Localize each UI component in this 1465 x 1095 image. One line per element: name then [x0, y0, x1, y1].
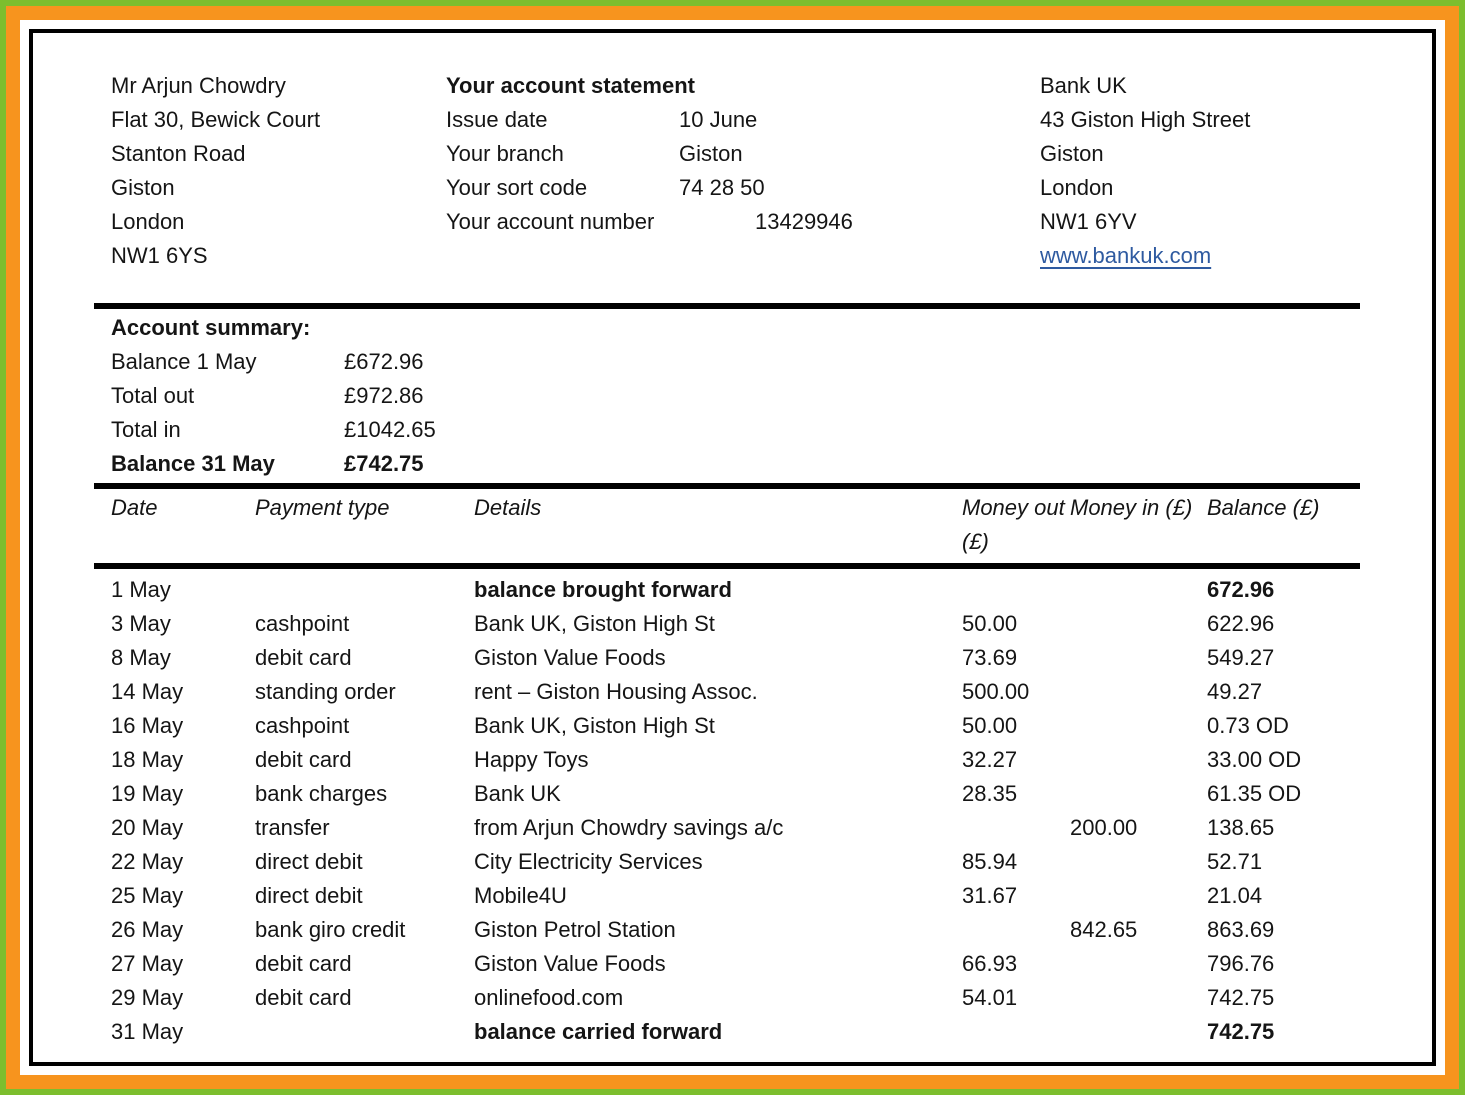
transaction-balance: 622.96	[1207, 611, 1275, 636]
transaction-details: from Arjun Chowdry savings a/c	[474, 815, 784, 840]
transaction-money-out: 85.94	[962, 849, 1018, 874]
account-summary-rows	[111, 345, 1360, 481]
transaction-date: 16 May	[111, 713, 184, 738]
bank-address-line: 43 Giston High Street	[1040, 107, 1251, 132]
transaction-balance: 52.71	[1207, 849, 1263, 874]
transaction-payment-type: debit card	[255, 747, 352, 772]
transaction-money-in: 842.65	[1070, 917, 1138, 942]
transaction-money-in: 200.00	[1070, 815, 1138, 840]
transaction-date: 20 May	[111, 815, 184, 840]
transaction-money-in	[1070, 879, 1207, 913]
transaction-money-out	[962, 1015, 1070, 1049]
transaction-date: 26 May	[111, 917, 184, 942]
transaction-money-in	[1070, 845, 1207, 879]
transaction-row	[94, 811, 1360, 845]
transaction-money-out: 500.00	[962, 679, 1030, 704]
bank-address-line: London	[1040, 175, 1114, 200]
transaction-money-out: 50.00	[962, 713, 1018, 738]
transaction-row	[94, 641, 1360, 675]
account-summary-row	[111, 379, 1360, 413]
transaction-balance: 742.75	[1207, 1019, 1275, 1044]
statement-info	[446, 69, 1040, 273]
transaction-date: 8 May	[111, 645, 171, 670]
transaction-money-out	[962, 913, 1070, 947]
transaction-date: 14 May	[111, 679, 184, 704]
transaction-money-in	[1070, 675, 1207, 709]
transaction-payment-type	[255, 1015, 474, 1049]
transaction-details: onlinefood.com	[474, 985, 624, 1010]
transaction-money-in	[1070, 573, 1207, 607]
statement-info-label: Your sort code	[446, 175, 588, 200]
transaction-details: balance carried forward	[474, 1019, 723, 1044]
statement-document	[29, 29, 1436, 1066]
transaction-balance: 742.75	[1207, 985, 1275, 1010]
transaction-row	[94, 981, 1360, 1015]
account-summary-label: Balance 1 May	[111, 349, 257, 374]
transaction-row	[94, 845, 1360, 879]
statement-info-value: 10 June	[679, 107, 758, 132]
transaction-details: Giston Value Foods	[474, 951, 666, 976]
customer-address-line: Giston	[111, 175, 175, 200]
transaction-balance: 33.00 OD	[1207, 747, 1302, 772]
transaction-row	[94, 573, 1360, 607]
transaction-payment-type: transfer	[255, 815, 330, 840]
bank-website-link[interactable]: www.bankuk.com	[1040, 243, 1212, 268]
transactions-header-cell: Money out (£)	[962, 495, 1065, 554]
transactions-header-cell: Date	[111, 495, 158, 520]
transaction-row	[94, 947, 1360, 981]
transaction-payment-type: debit card	[255, 985, 352, 1010]
transaction-date: 22 May	[111, 849, 184, 874]
transaction-payment-type: direct debit	[255, 849, 363, 874]
transaction-details: balance brought forward	[474, 577, 732, 602]
transaction-payment-type	[255, 573, 474, 607]
statement-info-row	[446, 171, 1040, 205]
transaction-row	[94, 675, 1360, 709]
transaction-money-out: 31.67	[962, 883, 1018, 908]
transaction-money-in	[1070, 641, 1207, 675]
transactions-header-cell: Balance (£)	[1207, 495, 1320, 520]
transaction-money-in	[1070, 709, 1207, 743]
transaction-money-in	[1070, 981, 1207, 1015]
transaction-details: Giston Petrol Station	[474, 917, 676, 942]
transactions-table-body	[94, 569, 1360, 1049]
transaction-money-in	[1070, 947, 1207, 981]
transactions-table-header	[94, 489, 1360, 569]
account-summary-value: £972.86	[344, 383, 424, 408]
statement-info-value: 13429946	[755, 209, 853, 234]
transaction-row	[94, 1015, 1360, 1049]
transaction-date: 3 May	[111, 611, 171, 636]
transaction-balance: 549.27	[1207, 645, 1275, 670]
statement-info-row	[446, 103, 1040, 137]
transaction-payment-type: bank charges	[255, 781, 388, 806]
account-summary-value: £742.75	[344, 451, 424, 476]
customer-address-line: London	[111, 209, 185, 234]
transaction-details: Bank UK, Giston High St	[474, 713, 715, 738]
transaction-payment-type: debit card	[255, 645, 352, 670]
transaction-balance: 138.65	[1207, 815, 1275, 840]
statement-body	[94, 303, 1360, 1049]
account-summary-value: £672.96	[344, 349, 424, 374]
transaction-date: 27 May	[111, 951, 184, 976]
transaction-payment-type: bank giro credit	[255, 917, 406, 942]
statement-info-value: 74 28 50	[679, 175, 765, 200]
account-summary-row	[111, 447, 1360, 481]
account-summary-label: Balance 31 May	[111, 451, 275, 476]
transaction-payment-type: debit card	[255, 951, 352, 976]
customer-address-line: Flat 30, Bewick Court	[111, 107, 321, 132]
bank-address	[1040, 69, 1432, 273]
customer-address-line: Stanton Road	[111, 141, 246, 166]
transactions-header-cell: Details	[474, 495, 542, 520]
transaction-balance: 796.76	[1207, 951, 1275, 976]
bank-address-line: Bank UK	[1040, 73, 1127, 98]
transaction-payment-type: cashpoint	[255, 713, 350, 738]
transaction-row	[94, 913, 1360, 947]
statement-info-value: Giston	[679, 141, 743, 166]
statement-info-label: Your branch	[446, 141, 564, 166]
transaction-row	[94, 709, 1360, 743]
transaction-money-out: 66.93	[962, 951, 1018, 976]
transactions-header-cell: Payment type	[255, 495, 390, 520]
bank-address-line: NW1 6YV	[1040, 209, 1137, 234]
transaction-row	[94, 743, 1360, 777]
transaction-date: 25 May	[111, 883, 184, 908]
transaction-details: Happy Toys	[474, 747, 589, 772]
transaction-balance: 49.27	[1207, 679, 1263, 704]
transaction-money-out: 50.00	[962, 611, 1018, 636]
page-frame	[6, 6, 1459, 1089]
transaction-balance: 21.04	[1207, 883, 1263, 908]
account-summary-label: Total in	[111, 417, 181, 442]
statement-header	[33, 69, 1432, 273]
statement-info-label: Issue date	[446, 107, 548, 132]
transaction-payment-type: standing order	[255, 679, 396, 704]
transaction-balance: 863.69	[1207, 917, 1275, 942]
transaction-details: Bank UK	[474, 781, 561, 806]
transaction-money-in	[1070, 743, 1207, 777]
bank-address-lines	[1040, 69, 1432, 239]
account-summary-label: Total out	[111, 383, 195, 408]
transaction-payment-type: direct debit	[255, 883, 363, 908]
transaction-money-out	[962, 573, 1070, 607]
transaction-balance: 672.96	[1207, 577, 1275, 602]
transaction-date: 1 May	[111, 577, 171, 602]
transaction-money-out: 28.35	[962, 781, 1018, 806]
transaction-payment-type: cashpoint	[255, 611, 350, 636]
statement-info-row	[446, 137, 1040, 171]
transaction-balance: 0.73 OD	[1207, 713, 1289, 738]
customer-address	[111, 69, 446, 273]
transaction-details: Mobile4U	[474, 883, 567, 908]
transaction-row	[94, 879, 1360, 913]
transaction-date: 29 May	[111, 985, 184, 1010]
transactions-header-cell: Money in (£)	[1070, 495, 1193, 520]
transaction-money-out: 32.27	[962, 747, 1018, 772]
transaction-date: 31 May	[111, 1019, 184, 1044]
statement-info-row	[446, 205, 1040, 239]
transactions-header-row	[94, 491, 1360, 559]
customer-address-line: Mr Arjun Chowdry	[111, 73, 286, 98]
transaction-money-out	[962, 811, 1070, 845]
bank-address-line: Giston	[1040, 141, 1104, 166]
transaction-date: 19 May	[111, 781, 184, 806]
transaction-details: City Electricity Services	[474, 849, 703, 874]
transaction-row	[94, 777, 1360, 811]
statement-info-rows	[446, 103, 1040, 239]
transaction-row	[94, 607, 1360, 641]
transaction-money-out: 54.01	[962, 985, 1018, 1010]
transaction-balance: 61.35 OD	[1207, 781, 1302, 806]
transaction-money-in	[1070, 607, 1207, 641]
transaction-money-in	[1070, 1015, 1207, 1049]
statement-title: Your account statement	[446, 73, 695, 98]
account-summary-row	[111, 413, 1360, 447]
transaction-money-out: 73.69	[962, 645, 1018, 670]
transaction-details: rent – Giston Housing Assoc.	[474, 679, 758, 704]
transaction-details: Giston Value Foods	[474, 645, 666, 670]
account-summary-title: Account summary:	[111, 315, 311, 340]
transaction-details: Bank UK, Giston High St	[474, 611, 715, 636]
transaction-money-in	[1070, 777, 1207, 811]
account-summary-row	[111, 345, 1360, 379]
customer-address-line: NW1 6YS	[111, 243, 208, 268]
statement-info-label: Your account number	[446, 209, 655, 234]
account-summary-value: £1042.65	[344, 417, 436, 442]
transaction-date: 18 May	[111, 747, 184, 772]
account-summary	[94, 303, 1360, 489]
